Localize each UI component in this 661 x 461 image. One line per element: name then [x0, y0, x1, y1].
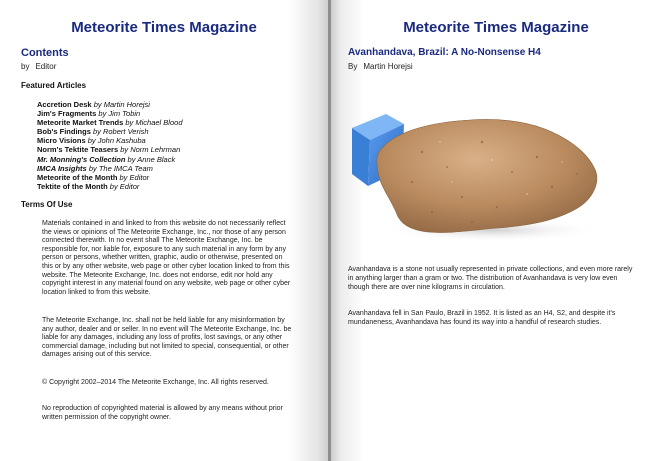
article-author: by John Kashuba: [87, 136, 146, 146]
article-link[interactable]: Jim's Fragments: [37, 109, 97, 119]
magazine-title: Meteorite Times Magazine: [403, 19, 589, 36]
article-author: by Editor: [119, 172, 150, 182]
reproduction-notice: No reproduction of copyrighted material is allowed by any means without prior written permission of the copyright owner.: [42, 405, 283, 421]
article-author: by Editor: [109, 181, 140, 191]
meteorite-photo: [352, 112, 598, 244]
contents-byline: [21, 62, 56, 71]
article-item[interactable]: [37, 155, 183, 164]
article-item[interactable]: [37, 109, 183, 118]
article-item[interactable]: [37, 127, 183, 136]
article-paragraph: Avanhandava fell in San Paulo, Brazil in 1952. It is listed as an H4, S2, and despite it's mundaneness, Avanhandava has found its way into a handful of research studies.: [348, 310, 616, 326]
article-item[interactable]: [37, 118, 183, 127]
right-page: [331, 0, 661, 461]
article-link[interactable]: IMCA Insights: [37, 163, 87, 173]
article-item[interactable]: [37, 164, 183, 173]
article-author: by Robert Verish: [92, 127, 149, 137]
byline-name: Editor: [35, 62, 57, 71]
byline-prefix: by: [21, 62, 30, 71]
article-author: by The IMCA Team: [88, 163, 153, 173]
article-link[interactable]: Mr. Monning's Collection: [37, 154, 126, 164]
article-link[interactable]: Meteorite Market Trends: [37, 118, 124, 128]
article-link[interactable]: Accretion Desk: [37, 100, 92, 109]
article-author: by Anne Black: [127, 154, 176, 164]
article-item[interactable]: [37, 173, 183, 182]
left-page: [0, 0, 328, 461]
article-author: by Norm Lehrman: [120, 145, 181, 155]
article-item[interactable]: [37, 136, 183, 145]
article-paragraph: Avanhandava is a stone not usually represented in private collections, and even more rarely in anything larger than a gram or two. The distribution of Avanhandava is very low even though there are over nine kilograms in circulation.: [348, 266, 633, 291]
featured-articles-list: [37, 100, 183, 191]
terms-paragraph: Materials contained in and linked to from this website do not necessarily reflect the views or opinions of The Meteorite Exchange, Inc., nor those of any person connected therewith. In no event shall The Meteorite Exchange, Inc. be responsible for, nor liable for, exposure to any such material in any form by any person or persons, whether written, graphic, audio or otherwise, presented on this or by any other website, web page or other cyber location linked to from this website. The Meteorite Exchange, Inc. does not endorse, edit nor hold any copyright interest in any material found on any website, web page or other cyber location linked to from this website.: [42, 220, 291, 296]
article-author: by Martin Horejsi: [93, 100, 150, 109]
article-item[interactable]: [37, 182, 183, 191]
article-author: by Jim Tobin: [98, 109, 141, 119]
contents-title: Contents: [21, 47, 69, 59]
article-title: Avanhandava, Brazil: A No-Nonsense H4: [348, 47, 541, 58]
article-link[interactable]: Micro Visions: [37, 136, 86, 146]
article-item[interactable]: [37, 145, 183, 154]
featured-articles-heading: Featured Articles: [21, 81, 87, 90]
article-link[interactable]: Bob's Findings: [37, 127, 91, 137]
article-link[interactable]: Tektite of the Month: [37, 181, 108, 191]
meteorite-stone: [377, 120, 597, 233]
copyright-notice: © Copyright 2002–2014 The Meteorite Exchange, Inc. All rights reserved.: [42, 379, 269, 386]
terms-paragraph: The Meteorite Exchange, Inc. shall not be held liable for any misinformation by any author, dealer and or seller. In no event will The Meteorite Exchange, Inc. be liable for any damages, including any loss of profits, lost savings, or any other commercial damage, including but not limited to special, consequential, or other damages arising out of this service.: [42, 317, 292, 359]
magazine-title: Meteorite Times Magazine: [71, 19, 257, 36]
article-item[interactable]: [37, 100, 183, 109]
byline-name: Martin Horejsi: [363, 62, 413, 71]
terms-of-use-heading: Terms Of Use: [21, 200, 73, 209]
article-link[interactable]: Norm's Tektite Teasers: [37, 145, 119, 155]
article-link[interactable]: Meteorite of the Month: [37, 172, 118, 182]
article-author: by Michael Blood: [125, 118, 183, 128]
byline-prefix: By: [348, 62, 358, 71]
article-byline: [348, 62, 413, 71]
